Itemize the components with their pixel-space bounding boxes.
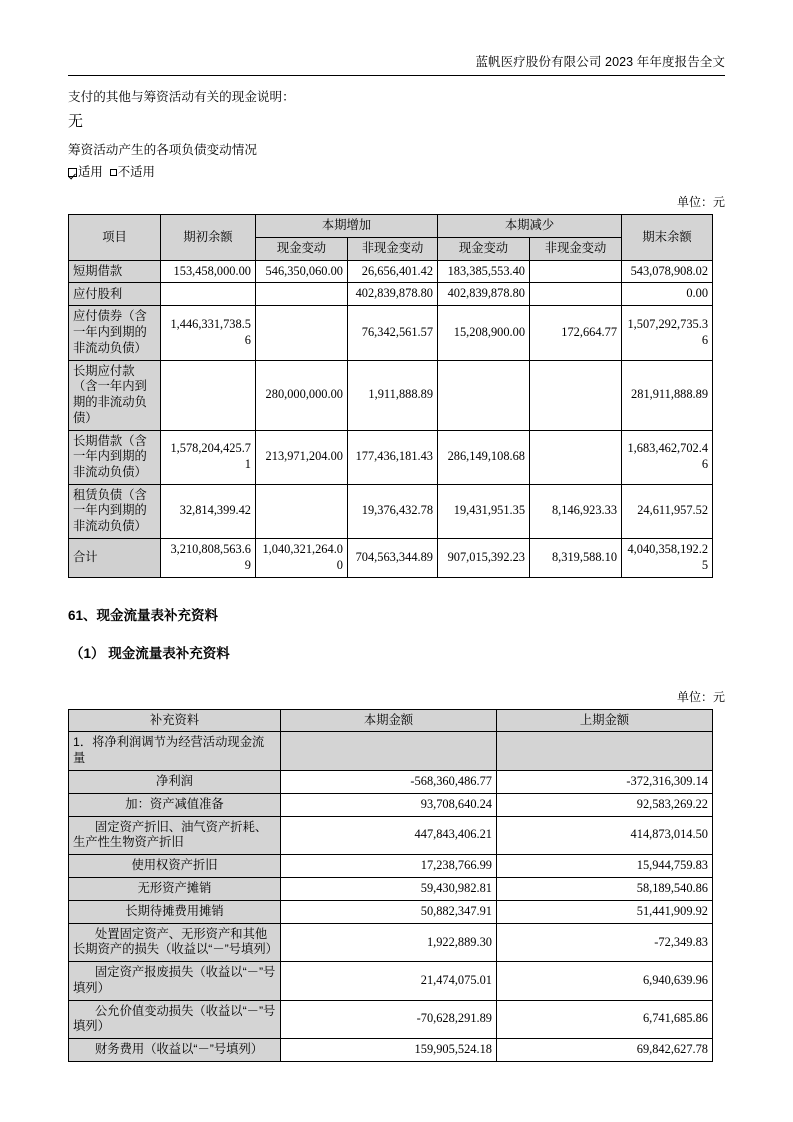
cell-prior: 414,873,014.50 bbox=[497, 816, 713, 854]
cell-opening: 153,458,000.00 bbox=[161, 260, 256, 283]
cell-dec-noncash bbox=[530, 260, 622, 283]
cell-closing: 281,911,888.89 bbox=[622, 360, 713, 430]
row-label: 加：资产减值准备 bbox=[69, 793, 281, 816]
table-row bbox=[69, 360, 713, 430]
cell-total-inc-cash: 1,040,321,264.00 bbox=[256, 538, 348, 577]
cell-inc-noncash: 402,839,878.80 bbox=[348, 283, 438, 306]
running-header: 蓝帆医疗股份有限公司 2023 年年度报告全文 bbox=[475, 55, 725, 69]
table-header-row bbox=[69, 215, 713, 238]
row-label: 长期待摊费用摊销 bbox=[69, 900, 281, 923]
cell-closing: 543,078,908.02 bbox=[622, 260, 713, 283]
col-header-dec-cash: 现金变动 bbox=[438, 237, 530, 260]
cell-opening bbox=[161, 360, 256, 430]
cell-current: 447,843,406.21 bbox=[281, 816, 497, 854]
cell-prior: 58,189,540.86 bbox=[497, 877, 713, 900]
row-label: 长期应付款（含一年内到期的非流动负债） bbox=[69, 360, 161, 430]
applicability-line bbox=[68, 163, 725, 182]
cell-opening: 1,446,331,738.56 bbox=[161, 306, 256, 360]
cell-closing: 1,507,292,735.36 bbox=[622, 306, 713, 360]
table-row bbox=[69, 962, 713, 1000]
cell-inc-noncash: 177,436,181.43 bbox=[348, 430, 438, 484]
unit-label-liabilities: 单位：元 bbox=[676, 195, 725, 210]
cell-dec-cash: 402,839,878.80 bbox=[438, 283, 530, 306]
cell-dec-noncash bbox=[530, 430, 622, 484]
applicable-checkbox[interactable] bbox=[68, 168, 77, 177]
table-row bbox=[69, 923, 713, 961]
table-total-row bbox=[69, 538, 713, 577]
table-row bbox=[69, 900, 713, 923]
row-label: 使用权资产折旧 bbox=[69, 855, 281, 878]
table-group-row bbox=[69, 732, 713, 770]
col-header-closing-balance: 期末余额 bbox=[622, 215, 713, 260]
not-applicable-checkbox[interactable] bbox=[110, 169, 117, 176]
row-label: 长期借款（含一年内到期的非流动负债） bbox=[69, 430, 161, 484]
cell-dec-cash: 183,385,553.40 bbox=[438, 260, 530, 283]
table-row bbox=[69, 283, 713, 306]
table-row bbox=[69, 793, 713, 816]
cell-current: 59,430,982.81 bbox=[281, 877, 497, 900]
note-label: 支付的其他与筹资活动有关的现金说明： bbox=[68, 90, 295, 104]
cell-closing: 1,683,462,702.46 bbox=[622, 430, 713, 484]
cell-dec-cash: 19,431,951.35 bbox=[438, 484, 530, 538]
not-applicable-label: 不适用 bbox=[117, 164, 155, 179]
cell-prior: 6,741,685.86 bbox=[497, 1000, 713, 1038]
group-row-current bbox=[281, 732, 497, 770]
cell-prior: 15,944,759.83 bbox=[497, 855, 713, 878]
cell-opening bbox=[161, 283, 256, 306]
cell-dec-cash bbox=[438, 360, 530, 430]
row-label: 净利润 bbox=[69, 770, 281, 793]
unit-label-supplement: 单位：元 bbox=[676, 689, 725, 704]
cell-dec-cash: 286,149,108.68 bbox=[438, 430, 530, 484]
table-row bbox=[69, 484, 713, 538]
cell-dec-noncash: 8,146,923.33 bbox=[530, 484, 622, 538]
cell-total-dec-noncash: 8,319,588.10 bbox=[530, 538, 622, 577]
applicable-label: 适用 bbox=[78, 164, 103, 179]
cell-current: -568,360,486.77 bbox=[281, 770, 497, 793]
col-header-supplement-item: 补充资料 bbox=[69, 709, 281, 732]
cell-inc-noncash: 1,911,888.89 bbox=[348, 360, 438, 430]
col-header-dec-noncash: 非现金变动 bbox=[530, 237, 622, 260]
cell-dec-noncash bbox=[530, 360, 622, 430]
col-header-current-period: 本期金额 bbox=[281, 709, 497, 732]
row-label: 固定资产折旧、油气资产折耗、生产性生物资产折旧 bbox=[69, 816, 281, 854]
cell-prior: 92,583,269.22 bbox=[497, 793, 713, 816]
cell-total-opening: 3,210,808,563.69 bbox=[161, 538, 256, 577]
cell-prior: 6,940,639.96 bbox=[497, 962, 713, 1000]
table-row bbox=[69, 770, 713, 793]
cell-total-dec-cash: 907,015,392.23 bbox=[438, 538, 530, 577]
cell-dec-noncash bbox=[530, 283, 622, 306]
row-label: 应付债券（含一年内到期的非流动负债） bbox=[69, 306, 161, 360]
cell-current: 21,474,075.01 bbox=[281, 962, 497, 1000]
row-label: 无形资产摊销 bbox=[69, 877, 281, 900]
cell-closing: 24,611,957.52 bbox=[622, 484, 713, 538]
col-header-inc-noncash: 非现金变动 bbox=[348, 237, 438, 260]
cell-inc-cash bbox=[256, 283, 348, 306]
cell-current: 17,238,766.99 bbox=[281, 855, 497, 878]
row-label: 短期借款 bbox=[69, 260, 161, 283]
row-label: 租赁负债（含一年内到期的非流动负债） bbox=[69, 484, 161, 538]
row-label: 固定资产报废损失（收益以“－”号填列） bbox=[69, 962, 281, 1000]
row-label: 处置固定资产、无形资产和其他长期资产的损失（收益以“－”号填列） bbox=[69, 923, 281, 961]
subsection-heading-61-1: （1） 现金流量表补充资料 bbox=[70, 645, 230, 661]
cell-inc-cash: 546,350,060.00 bbox=[256, 260, 348, 283]
cell-current: -70,628,291.89 bbox=[281, 1000, 497, 1038]
col-header-inc-cash: 现金变动 bbox=[256, 237, 348, 260]
table-row bbox=[69, 877, 713, 900]
section-heading-61: 61、现金流量表补充资料 bbox=[68, 607, 219, 623]
row-label: 财务费用（收益以“－”号填列） bbox=[69, 1039, 281, 1062]
row-label: 公允价值变动损失（收益以“－”号填列） bbox=[69, 1000, 281, 1038]
cell-opening: 32,814,399.42 bbox=[161, 484, 256, 538]
col-header-increase-group: 本期增加 bbox=[256, 215, 438, 238]
col-header-opening-balance: 期初余额 bbox=[161, 215, 256, 260]
subsection-title: 筹资活动产生的各项负债变动情况 bbox=[68, 143, 257, 158]
table-row bbox=[69, 260, 713, 283]
table-row bbox=[69, 816, 713, 854]
cell-prior: -72,349.83 bbox=[497, 923, 713, 961]
cell-inc-noncash: 26,656,401.42 bbox=[348, 260, 438, 283]
cashflow-supplement-table bbox=[68, 709, 713, 1062]
cell-prior: 51,441,909.92 bbox=[497, 900, 713, 923]
cell-dec-cash: 15,208,900.00 bbox=[438, 306, 530, 360]
col-header-decrease-group: 本期减少 bbox=[438, 215, 622, 238]
note-value: 无 bbox=[68, 112, 84, 130]
cell-inc-cash: 280,000,000.00 bbox=[256, 360, 348, 430]
table-row bbox=[69, 306, 713, 360]
header-divider bbox=[68, 75, 725, 76]
col-header-item: 项目 bbox=[69, 215, 161, 260]
table-row bbox=[69, 1000, 713, 1038]
cell-inc-cash bbox=[256, 484, 348, 538]
table-row bbox=[69, 1039, 713, 1062]
cell-total-inc-noncash: 704,563,344.89 bbox=[348, 538, 438, 577]
cell-current: 50,882,347.91 bbox=[281, 900, 497, 923]
group-row-label: 1．将净利润调节为经营活动现金流量 bbox=[69, 732, 281, 770]
table-header-row bbox=[69, 709, 713, 732]
table-row bbox=[69, 855, 713, 878]
page-content bbox=[68, 88, 725, 1062]
col-header-prior-period: 上期金额 bbox=[497, 709, 713, 732]
cell-inc-noncash: 76,342,561.57 bbox=[348, 306, 438, 360]
cell-dec-noncash: 172,664.77 bbox=[530, 306, 622, 360]
cell-inc-noncash: 19,376,432.78 bbox=[348, 484, 438, 538]
cell-closing: 0.00 bbox=[622, 283, 713, 306]
cell-opening: 1,578,204,425.71 bbox=[161, 430, 256, 484]
cell-inc-cash bbox=[256, 306, 348, 360]
cell-prior: -372,316,309.14 bbox=[497, 770, 713, 793]
row-label: 应付股利 bbox=[69, 283, 161, 306]
cell-current: 159,905,524.18 bbox=[281, 1039, 497, 1062]
row-label-total: 合计 bbox=[69, 538, 161, 577]
cell-current: 1,922,889.30 bbox=[281, 923, 497, 961]
group-row-prior bbox=[497, 732, 713, 770]
cell-prior: 69,842,627.78 bbox=[497, 1039, 713, 1062]
cell-current: 93,708,640.24 bbox=[281, 793, 497, 816]
liabilities-change-table bbox=[68, 214, 713, 578]
cell-total-closing: 4,040,358,192.25 bbox=[622, 538, 713, 577]
table-row bbox=[69, 430, 713, 484]
cell-inc-cash: 213,971,204.00 bbox=[256, 430, 348, 484]
